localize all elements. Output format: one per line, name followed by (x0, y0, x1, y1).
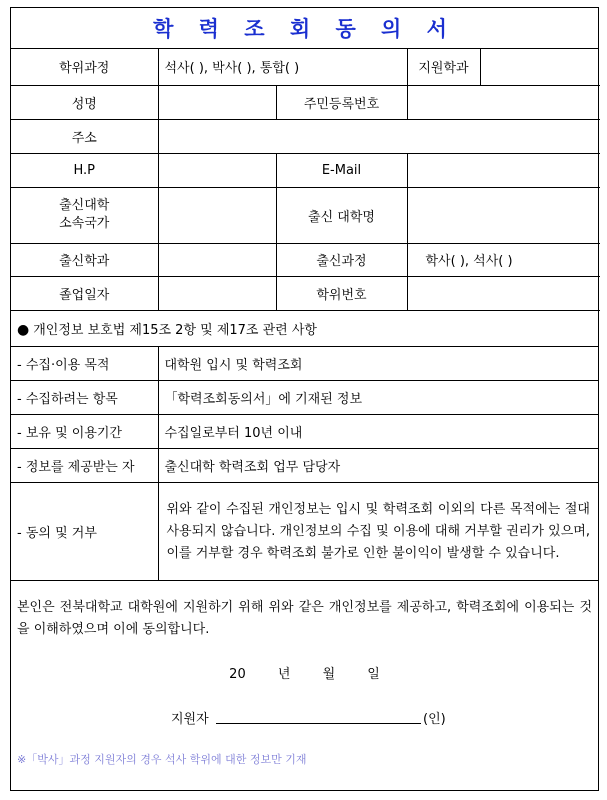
bullet-icon: ● (17, 321, 30, 338)
phone-field[interactable] (158, 153, 276, 187)
retention-label: - 보유 및 이용기간 (11, 415, 158, 449)
declaration-section (11, 581, 598, 790)
privacy-header (11, 311, 598, 347)
resident-id-label: 주민등록번호 (276, 85, 407, 119)
univ-name-label: 출신 대학명 (276, 187, 407, 243)
degree-no-field[interactable] (407, 276, 600, 310)
degree-course-field[interactable]: 석사( ), 박사( ), 통합( ) (158, 49, 407, 85)
univ-name-field[interactable] (407, 187, 600, 243)
name-field[interactable] (158, 85, 276, 119)
country-label: 소속국가 (59, 216, 110, 231)
email-field[interactable] (407, 153, 600, 187)
month-label: 월 (322, 667, 336, 682)
consent-label: - 동의 및 거부 (11, 483, 158, 581)
department-label: 지원학과 (407, 49, 480, 85)
grad-date-field[interactable] (158, 276, 276, 310)
retention-value: 수집일로부터 10년 이내 (158, 415, 598, 449)
day-label: 일 (367, 667, 380, 682)
items-label: - 수집하려는 항목 (11, 381, 158, 415)
form-title: 학 력 조 회 동 의 서 (11, 8, 598, 49)
privacy-table (11, 311, 598, 582)
degree-course-label: 학위과정 (11, 49, 158, 85)
privacy-header-text: 개인정보 보호법 제15조 2항 및 제17조 관련 사항 (33, 322, 317, 338)
name-label: 성명 (11, 85, 158, 119)
univ-country-label (11, 187, 158, 243)
address-label: 주소 (11, 119, 158, 153)
recipient-value: 출신대학 학력조회 업무 담당자 (158, 449, 598, 483)
degree-no-label: 학위번호 (276, 276, 407, 310)
grad-date-label: 졸업일자 (11, 276, 158, 310)
year-prefix[interactable]: 20 (229, 667, 246, 682)
consent-form (10, 7, 599, 791)
email-label: E-Mail (276, 153, 407, 187)
consent-text: 위와 같이 수집된 개인정보는 입시 및 학력조회 이외의 다른 목적에는 절대 사용되지 않습니다. 개인정보의 수집 및 이용에 대해 거부할 권리가 있으며, 이를 거부할 경우 학력조회 불가로 인한 불이익이 발생할 수 있습니다. (158, 483, 598, 581)
year-label: 년 (277, 667, 291, 682)
signer-label: 지원자 (171, 712, 209, 727)
seal-label: (인) (423, 712, 446, 727)
univ-country-field[interactable] (158, 187, 276, 243)
phone-label: H.P (11, 153, 158, 187)
date-line (11, 663, 598, 682)
department-field[interactable] (480, 49, 600, 85)
major-field[interactable] (158, 243, 276, 276)
univ-label: 출신대학 (59, 198, 110, 213)
purpose-value: 대학원 입시 및 학력조회 (158, 347, 598, 381)
items-value: 「학력조회동의서」에 기재된 정보 (158, 381, 598, 415)
course-field[interactable]: 학사( ), 석사( ) (407, 243, 600, 276)
declaration-text: 본인은 전북대학교 대학원에 지원하기 위해 위와 같은 개인정보를 제공하고, 학력조회에 이용되는 것을 이해하였으며 이에 동의합니다. (17, 600, 592, 637)
signature-field[interactable] (216, 723, 421, 724)
purpose-label: - 수집·이용 목적 (11, 347, 158, 381)
note-text: ※「박사」과정 지원자의 경우 석사 학위에 대한 정보만 기재 (17, 753, 307, 766)
address-field[interactable] (158, 119, 600, 153)
resident-id-field[interactable] (407, 85, 600, 119)
major-label: 출신학과 (11, 243, 158, 276)
recipient-label: - 정보를 제공받는 자 (11, 449, 158, 483)
applicant-info-table (11, 49, 600, 311)
course-label: 출신과정 (276, 243, 407, 276)
